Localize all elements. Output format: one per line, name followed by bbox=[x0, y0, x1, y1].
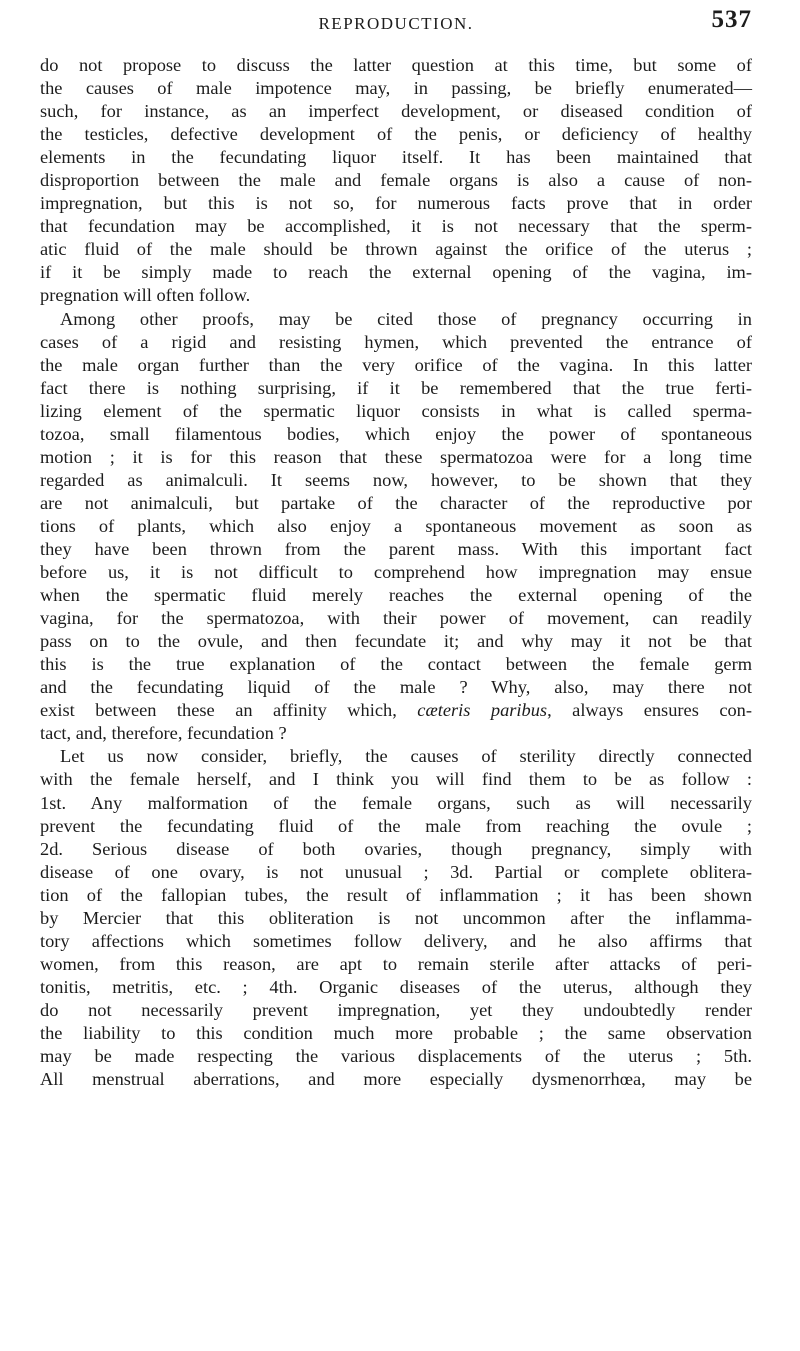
text-line: by Mercier that this obliteration is not uncommon after the inflamma- bbox=[40, 907, 752, 928]
text-line: the male organ further than the very orifice of the vagina. In this latter bbox=[40, 354, 752, 375]
text-line: atic fluid of the male should be thrown against the orifice of the uterus ; bbox=[40, 239, 752, 260]
text-line: impregnation, but this is not so, for numerous facts prove that in order bbox=[40, 193, 752, 214]
text-line: disproportion between the male and female organs is also a cause of non- bbox=[40, 170, 752, 191]
body-text bbox=[40, 54, 752, 1091]
text-line: fact there is nothing surprising, if it be remembered that the true ferti- bbox=[40, 377, 752, 398]
text-line: pregnation will often follow. bbox=[40, 285, 251, 306]
text-line: do not necessarily prevent impregnation, yet they undoubtedly render bbox=[40, 999, 752, 1020]
text-line: before us, it is not difficult to comprehend how impregnation may ensue bbox=[40, 562, 752, 583]
text-line: if it be simply made to reach the external opening of the vagina, im- bbox=[40, 262, 752, 283]
text-line: motion ; it is for this reason that these spermatozoa were for a long time bbox=[40, 446, 752, 467]
text-line: the testicles, defective development of the penis, or deficiency of healthy bbox=[40, 124, 752, 145]
text-line: tonitis, metritis, etc. ; 4th. Organic diseases of the uterus, although they bbox=[40, 976, 752, 997]
text-line: do not propose to discuss the latter question at this time, but some of bbox=[40, 55, 752, 75]
text-line: cases of a rigid and resisting hymen, which prevented the entrance of bbox=[40, 331, 752, 352]
text-line: this is the true explanation of the contact between the female germ bbox=[40, 654, 752, 675]
text-line: tory affections which sometimes follow delivery, and he also affirms that bbox=[40, 930, 752, 951]
text-line: and the fecundating liquid of the male ? Why, also, may there not bbox=[40, 677, 752, 698]
page-header bbox=[40, 6, 752, 46]
text-line: may be made respecting the various displacements of the uterus ; 5th. bbox=[40, 1046, 752, 1067]
text-line: with the female herself, and I think you will find them to be as follow : bbox=[40, 769, 752, 790]
text-line: 1st. Any malformation of the female organs, such as will necessarily bbox=[40, 792, 752, 813]
text-line: disease of one ovary, is not unusual ; 3d. Partial or complete oblitera- bbox=[40, 861, 752, 882]
text-line: they have been thrown from the parent mass. With this important fact bbox=[40, 538, 752, 559]
paragraph-start: Let us now consider, briefly, the causes of sterility directly connected bbox=[60, 746, 752, 767]
text-line: are not animalculi, but partake of the character of the reproductive por bbox=[40, 492, 752, 513]
text-line: prevent the fecundating fluid of the male from reaching the ovule ; bbox=[40, 815, 752, 836]
text-line: lizing element of the spermatic liquor consists in what is called sperma- bbox=[40, 400, 752, 421]
text-line: exist between these an affinity which, cæteris paribus, always ensures con- bbox=[40, 700, 752, 721]
text-line: tact, and, therefore, fecundation ? bbox=[40, 723, 287, 744]
text-line: elements in the fecundating liquor itself. It has been maintained that bbox=[40, 147, 752, 168]
text-line: tion of the fallopian tubes, the result of inflammation ; it has been shown bbox=[40, 884, 752, 905]
page-number: 537 bbox=[711, 6, 752, 33]
text-line: when the spermatic fluid merely reaches the external opening of the bbox=[40, 585, 752, 606]
text-line: pass on to the ovule, and then fecundate it; and why may it not be that bbox=[40, 631, 752, 652]
text-line: vagina, for the spermatozoa, with their power of movement, can readily bbox=[40, 608, 752, 629]
text-line: 2d. Serious disease of both ovaries, though pregnancy, simply with bbox=[40, 838, 752, 859]
text-line: women, from this reason, are apt to remain sterile after attacks of peri- bbox=[40, 953, 752, 974]
running-head: REPRODUCTION. bbox=[318, 14, 474, 33]
text-line: the causes of male impotence may, in passing, be briefly enumerated— bbox=[40, 78, 752, 99]
text-line: tozoa, small filamentous bodies, which enjoy the power of spontaneous bbox=[40, 423, 752, 444]
text-line: All menstrual aberrations, and more especially dysmenorrhœa, may be bbox=[40, 1069, 752, 1090]
text-line: tions of plants, which also enjoy a spontaneous movement as soon as bbox=[40, 515, 752, 536]
text-line: regarded as animalculi. It seems now, however, to be shown that they bbox=[40, 469, 752, 490]
latin-phrase: cæteris paribus bbox=[417, 700, 548, 721]
text-line: that fecundation may be accomplished, it is not necessary that the sperm- bbox=[40, 216, 752, 237]
paragraph-start: Among other proofs, may be cited those of pregnancy occurring in bbox=[60, 308, 752, 329]
text-line: the liability to this condition much more probable ; the same observation bbox=[40, 1022, 752, 1043]
text-line: such, for instance, as an imperfect development, or diseased condition of bbox=[40, 101, 752, 122]
